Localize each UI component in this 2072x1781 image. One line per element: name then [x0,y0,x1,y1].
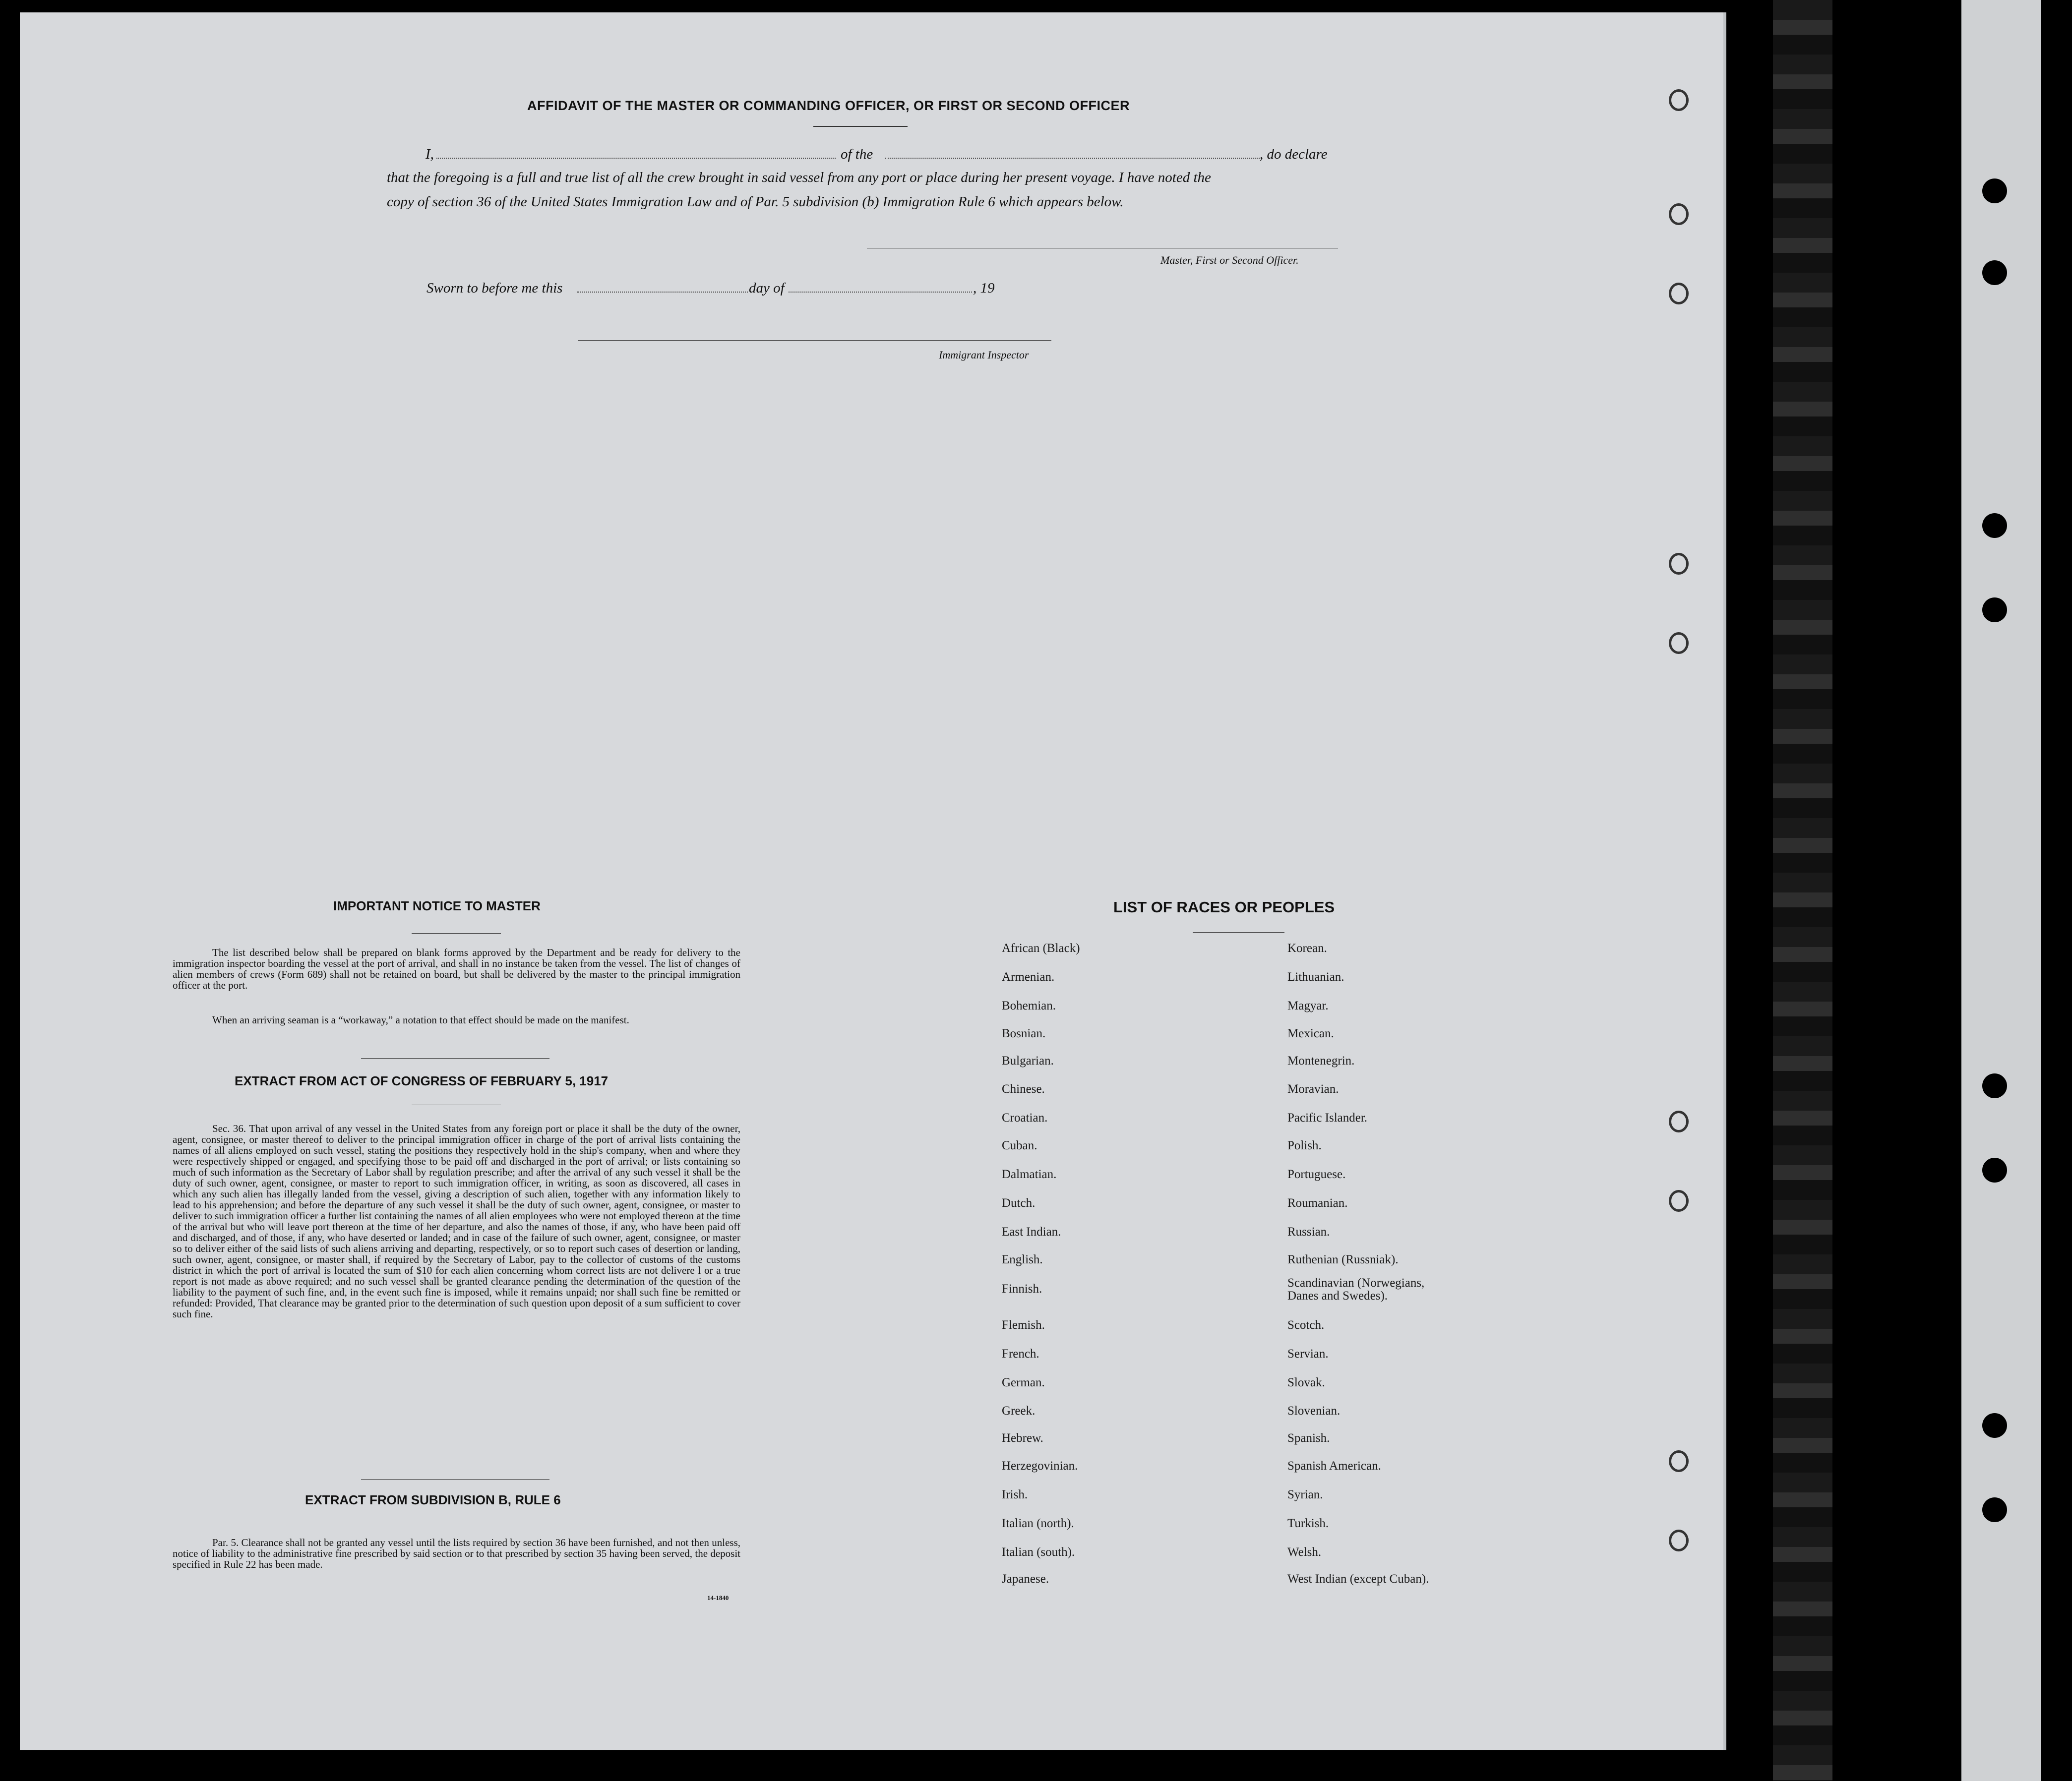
sworn-year: , 19 [973,280,995,296]
rule-text: Par. 5. Clearance shall not be granted any vessel until the lists required by section 36 have been furnished, and not then unless, notice of liability to the administrative fine prescribed by said section or to that prescribed by section 35 having been served, the deposit specified in Rule 22 has been made. [173,1537,740,1570]
binder-hole [1669,283,1689,304]
race-item: Syrian. [1287,1488,1323,1501]
race-item: Welsh. [1287,1545,1322,1559]
title-rule [813,126,908,127]
race-item: Polish. [1287,1139,1322,1152]
race-item: Finnish. [1002,1282,1042,1296]
binder-hole [1669,1530,1689,1551]
race-item: Italian (south). [1002,1545,1075,1559]
race-item: Japanese. [1002,1572,1049,1586]
races-rule [1193,932,1284,933]
form-number: 14-1840 [707,1594,729,1602]
races-title: LIST OF RACES OR PEOPLES [1113,898,1335,916]
binder-hole [1669,553,1689,575]
race-item: Chinese. [1002,1082,1045,1096]
binder-hole [1669,203,1689,225]
act-text: Sec. 36. That upon arrival of any vessel in the United States from any foreign port or place it shall be the duty of the owner, agent, consignee, or master thereof to deliver to the principal immigration officer in charge of the port of arrival lists containing the names of all aliens employed on such vessel, stating the positions they respectively hold in the ship's company, when and where they were respectively shipped or engaged, and specifying those to be paid off and discharged in the port of arrival; or lists containing so much of such information as the Secretary of Labor shall by regulation prescribe; and after the arrival of any such vessel it shall be the duty of such owner, agent, consignee, or master to report to such immigration officer, in writing, as soon as discovered, all cases in which any such alien has illegally landed from the vessel, giving a description of such alien, together with any information likely to lead to his apprehension; and before the departure of any such vessel it shall be the duty of such owner, agent, consignee, or master to deliver to such immigration officer a further list containing the names of all alien employees who were not employed thereon at the time of the arrival but who will leave port thereon at the time of her departure, and also the names of those, if any, who have been paid off and discharged, and of those, if any, who have deserted or landed; and in case of the failure of such owner, agent, consignee, or master so to deliver either of the said lists of such aliens arriving and departing, respectively, or so to report such cases of desertion or landing, such owner, agent, consignee, or master shall, if required by the Secretary of Labor, pay to the collector of customs of the customs district in which the port of arrival is located the sum of $10 for each alien concerning whom correct lists are not delivere l or a true report is not made as above required; and no such vessel shall be granted clearance pending the determination of the question of the liability to the payment of such fine, and, in the event such fine is imposed, while it remains unpaid; nor shall such fine be remitted or refunded: Provided, That clearance may be granted prior to the determination of such question upon deposit of a sum sufficient to cover such fine. [173,1123,740,1320]
binder-hole [1669,632,1689,654]
race-item: Montenegrin. [1287,1054,1355,1068]
race-item: Moravian. [1287,1082,1339,1096]
act-title: EXTRACT FROM ACT OF CONGRESS OF FEBRUARY 5, 1917 [235,1073,609,1088]
punch-hole [1982,597,2007,622]
name-blank[interactable] [436,158,836,159]
race-item: Greek. [1002,1404,1036,1418]
race-item: Bohemian. [1002,999,1056,1012]
punch-hole [1982,1497,2007,1522]
race-item: Spanish. [1287,1431,1330,1445]
section-rule [361,1058,549,1059]
race-item: Lithuanian. [1287,970,1344,984]
punch-hole [1982,1073,2007,1098]
affidavit-i-prefix: I, [426,146,434,162]
race-item: Slovenian. [1287,1404,1341,1418]
sworn-day-of: day of [749,280,785,296]
race-item: Turkish. [1287,1517,1329,1530]
affidavit-of-the: of the [841,146,873,162]
race-item: Bulgarian. [1002,1054,1054,1068]
race-item: Ruthenian (Russniak). [1287,1253,1399,1266]
race-item: Korean. [1287,942,1327,955]
notice-title: IMPORTANT NOTICE TO MASTER [333,898,541,913]
notice-para-2: When an arriving seaman is a “workaway,” a notation to that effect should be made on the manifest. [212,1014,629,1026]
binder-hole [1669,1111,1689,1132]
sworn-month-blank[interactable] [789,292,972,293]
binder-hole [1669,89,1689,111]
race-item: Slovak. [1287,1376,1325,1389]
race-item: Hebrew. [1002,1431,1043,1445]
punch-hole [1982,513,2007,538]
race-item: Cuban. [1002,1139,1037,1152]
race-item: Magyar. [1287,999,1329,1012]
race-item: Mexican. [1287,1027,1334,1040]
vessel-blank[interactable] [885,158,1260,159]
race-item: Dalmatian. [1002,1168,1057,1181]
race-item: English. [1002,1253,1043,1266]
sworn-prefix: Sworn to before me this [427,280,563,296]
section-rule [361,1479,549,1480]
notice-rule [412,933,501,934]
race-item: German. [1002,1376,1045,1389]
punch-hole [1982,1158,2007,1183]
race-item: Dutch. [1002,1196,1036,1210]
punch-hole [1982,178,2007,203]
race-item: Portuguese. [1287,1168,1346,1181]
inspector-signature-line[interactable] [578,340,1051,341]
inspector-label: Immigrant Inspector [939,349,1029,361]
punch-hole [1982,1413,2007,1438]
binder-hole [1669,1190,1689,1212]
race-item: Servian. [1287,1347,1329,1361]
race-item: Scotch. [1287,1318,1325,1332]
notice-para-1: The list described below shall be prepared on blank forms approved by the Department and be ready for delivery to the immigration inspector boarding the vessel at the port of arrival, and shall in no instance be taken from the vessel. The list of changes of alien members of crews (Form 689) shall not be retained on board, but shall be delivered by the master to the principal immigration officer at the port. [173,947,740,991]
race-item: Croatian. [1002,1111,1048,1125]
binder-hole [1669,1450,1689,1472]
race-item: Irish. [1002,1488,1028,1501]
race-item: Roumanian. [1287,1196,1348,1210]
race-item: Spanish American. [1287,1459,1381,1473]
race-item: West Indian (except Cuban). [1287,1572,1429,1586]
race-item: Flemish. [1002,1318,1045,1332]
master-signature-label: Master, First or Second Officer. [1160,254,1299,266]
race-item: East Indian. [1002,1225,1061,1239]
punch-hole [1982,260,2007,285]
race-item: Russian. [1287,1225,1330,1239]
sworn-day-blank[interactable] [577,292,748,293]
race-item: Herzegovinian. [1002,1459,1078,1473]
affidavit-line-3: copy of section 36 of the United States Immigration Law and of Par. 5 subdivision (b) Immigration Rule 6 which appears below. [387,194,1124,210]
affidavit-line-2: that the foregoing is a full and true list of all the crew brought in said vessel from any port or place during her present voyage. I have noted the [387,170,1211,185]
race-item: Armenian. [1002,970,1055,984]
race-item: Pacific Islander. [1287,1111,1368,1125]
race-item: French. [1002,1347,1039,1361]
film-edge-dark [1773,0,1832,1781]
race-item: Bosnian. [1002,1027,1046,1040]
affidavit-title: AFFIDAVIT OF THE MASTER OR COMMANDING OFFICER, OR FIRST OR SECOND OFFICER [527,98,1130,113]
race-item: African (Black) [1002,942,1080,955]
affidavit-do-declare: , do declare [1260,146,1328,162]
rule-title: EXTRACT FROM SUBDIVISION B, RULE 6 [305,1492,561,1507]
race-item: Italian (north). [1002,1517,1074,1530]
form-page [20,12,1726,1750]
race-item: Scandinavian (Norwegians, Danes and Swedes). [1287,1276,1425,1303]
